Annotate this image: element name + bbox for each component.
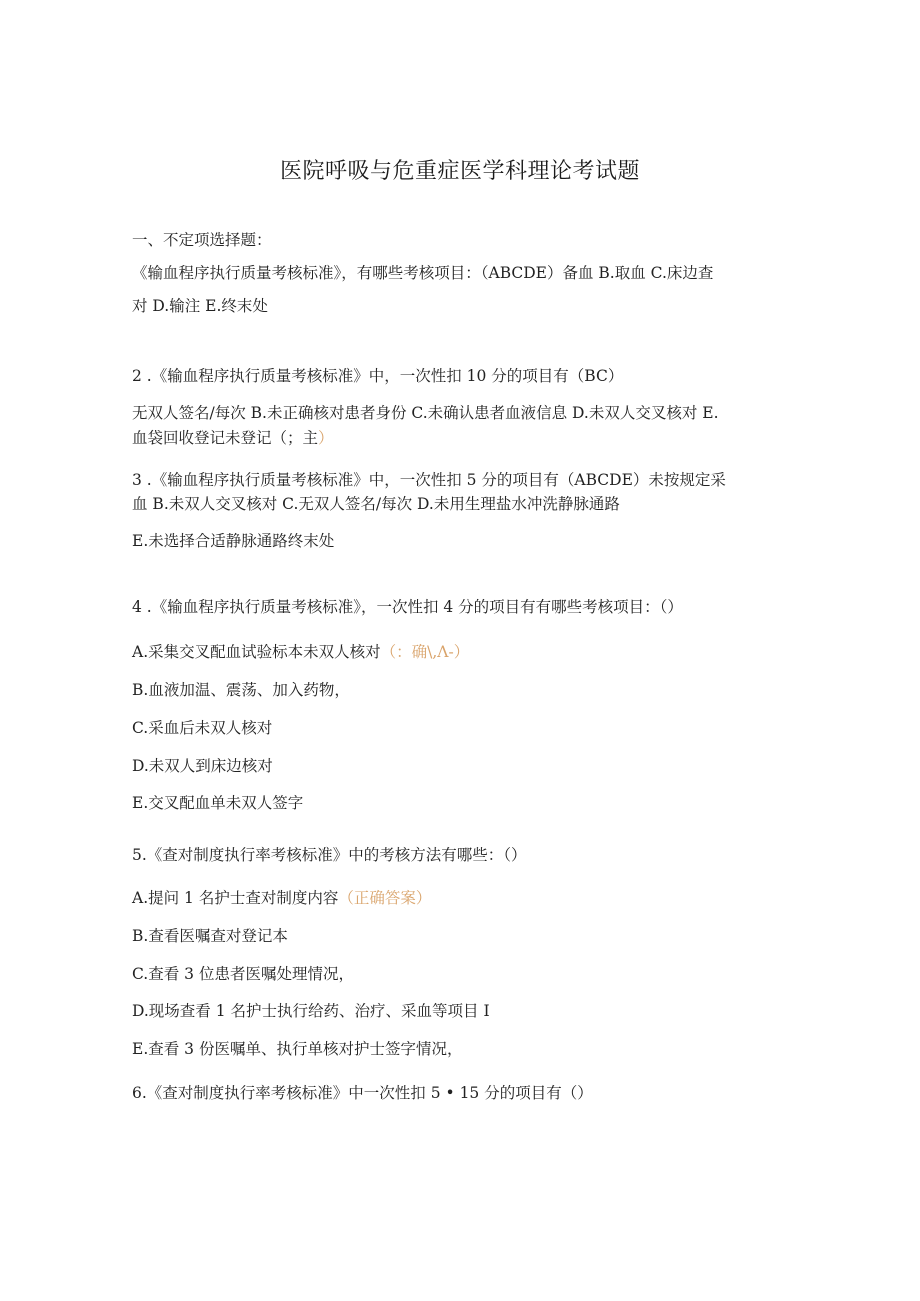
q5-option-e: E.查看 3 份医嘱单、执行单核对护士签字情况， <box>132 1040 463 1058</box>
q2-options-line-1: 无双人签名/每次 B.未正确核对患者身份 C.未确认患者血液信息 D.未双人交叉核对 E. <box>132 404 719 422</box>
q4-option-c: C.采血后未双人核对 <box>132 719 273 737</box>
q5-option-a <box>132 888 792 908</box>
q5-answer-hint: （正确答案） <box>338 889 432 907</box>
q5-stem: 5.《查对制度执行率考核标准》中的考核方法有哪些：（） <box>132 846 527 864</box>
q5-option-d: D.现场查看 1 名护士执行给药、治疗、采血等项目 I <box>132 1002 490 1020</box>
q5-option-b: B.查看医嘱查对登记本 <box>132 927 288 945</box>
q2-answer-hint: ） <box>318 429 334 447</box>
q4-answer-hint: （：确\,Λ-） <box>380 643 470 661</box>
q3-line-3: E.未选择合适静脉通路终末处 <box>132 532 335 550</box>
q3-line-1: 3 .《输血程序执行质量考核标准》中，一次性扣 5 分的项目有（ABCDE）未按规定采 <box>132 471 726 489</box>
q6-stem: 6.《查对制度执行率考核标准》中一次性扣 5 • 15 分的项目有（） <box>132 1084 593 1102</box>
q5-option-a-text: A.提问 1 名护士查对制度内容 <box>132 889 339 907</box>
q2-options-line-2 <box>132 428 792 448</box>
q1-line-1: 《输血程序执行质量考核标准》，有哪些考核项目：（ABCDE）备血 B.取血 C.床边查 <box>132 264 714 282</box>
q4-option-e: E.交叉配血单未双人签字 <box>132 794 304 812</box>
q4-option-a-text: A.采集交叉配血试验标本未双人核对 <box>132 643 381 661</box>
q5-option-c: C.查看 3 位患者医嘱处理情况， <box>132 965 354 983</box>
section-heading: 一、不定项选择题： <box>132 231 272 249</box>
q3-line-2: 血 B.未双人交叉核对 C.无双人签名/每次 D.未用生理盐水冲洗静脉通路 <box>132 495 620 513</box>
q4-stem: 4 .《输血程序执行质量考核标准》，一次性扣 4 分的项目有有哪些考核项目：（） <box>132 598 683 616</box>
q1-line-2: 对 D.输注 E.终末处 <box>132 297 268 315</box>
q4-option-d: D.未双人到床边核对 <box>132 757 273 775</box>
q4-option-a <box>132 642 792 662</box>
q2-stem: 2 .《输血程序执行质量考核标准》中，一次性扣 10 分的项目有（BC） <box>132 367 624 385</box>
q4-option-b: B.血液加温、震荡、加入药物， <box>132 681 350 699</box>
q2-options-text: 血袋回收登记未登记（；主 <box>132 429 319 447</box>
page-title: 医院呼吸与危重症医学科理论考试题 <box>279 159 640 184</box>
